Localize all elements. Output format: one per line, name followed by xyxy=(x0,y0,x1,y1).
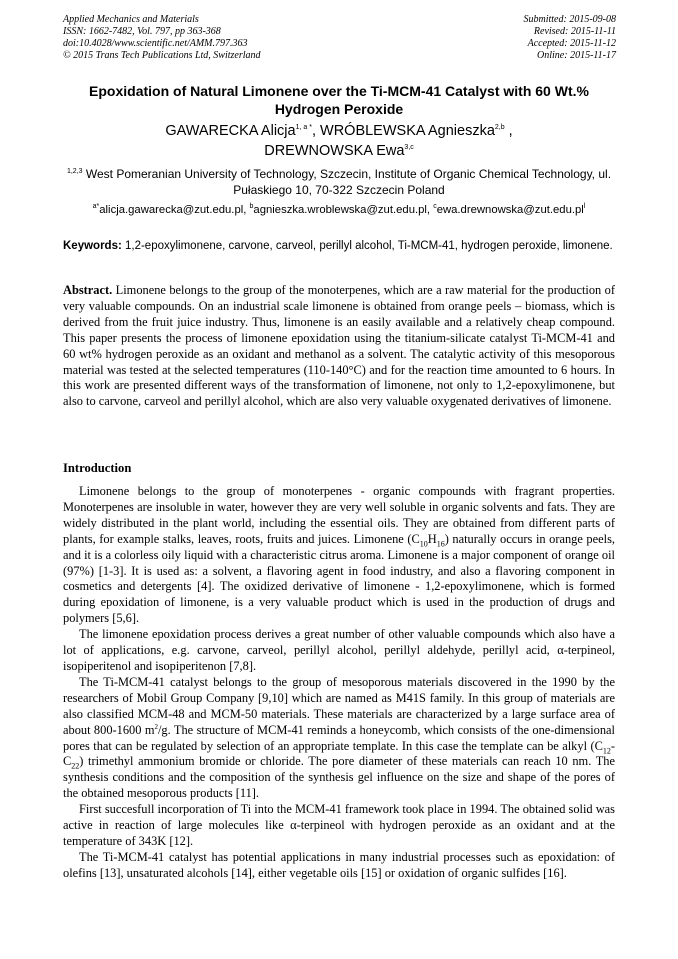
email-superscript: a* xyxy=(92,203,100,211)
paragraph-text: ) trimethyl ammonium bromide or chloride. The pore diameter of these materials can reach 10 nm. The synthesis conditions and the composition of the synthesis gel influence on the size and shape of the pores of the obtained mesoporous products [11]. xyxy=(63,754,615,801)
intro-paragraph: First succesfull incorporation of Ti into the MCM-41 framework took place in 1994. The obtained solid was active in reaction of large molecules like α-terpineol with hydrogen peroxide as an oxidant and at the temperature of 343K [12]. xyxy=(63,802,615,848)
author-name: WRÓBLEWSKA Agnieszka xyxy=(320,123,495,139)
unit-superscript: 2 xyxy=(154,722,158,731)
abstract xyxy=(63,283,615,410)
intro-paragraph: The limonene epoxidation process derives a great number of other valuable compounds which also have a lot of applications, e.g. carvone, carveol, perillyl alcohol, perillyl aldehyde, perillyl acid, α-terpineol, isopiperitenol and isopiperitenon [7,8]. xyxy=(63,627,615,673)
submitted-date: Submitted: 2015-09-08 xyxy=(523,14,616,25)
issn-line: ISSN: 1662-7482, Vol. 797, pp 363-368 xyxy=(63,26,221,37)
intro-paragraph xyxy=(63,484,615,627)
abstract-label: Abstract. xyxy=(63,283,113,297)
author-name: GAWARECKA Alicja xyxy=(165,123,296,139)
email-address[interactable]: agnieszka.wroblewska@zut.edu.pl, xyxy=(253,204,434,216)
formula-text: H xyxy=(427,531,437,546)
abstract-text: Limonene belongs to the group of the monoterpenes, which are a raw material for the production of very valuable compounds. On an industrial scale limonene is obtained from orange peels – biomass, which is derived from the fruit juice industry. Thus, limonene is an easily available and a relatively cheap compound. This paper presents the process of limonene epoxidation using the titanium-silicate catalyst Ti-MCM-41 and 60 wt% hydrogen peroxide as an oxidant and methanol as a solvent. The catalytic activity of this mesoporous material was tested at the selected temperatures (110-140°C) and for the reaction time amounted to 6 hours. In this work are presented different ways of the transformation of limonene, not only to 1,2-epoxylimonene, but also to carvone, carveol and perillyl alcohol, which are also very valuable oxygenated derivatives of limonene. xyxy=(63,283,615,409)
email-superscript: c xyxy=(433,203,437,211)
formula-subscript: 22 xyxy=(71,761,80,771)
formula-subscript: 12 xyxy=(602,745,611,755)
author-superscript: 2,b xyxy=(494,124,505,132)
paper-title: Epoxidation of Natural Limonene over the Ti-MCM-41 Catalyst with 60 Wt.% Hydrogen Peroxide xyxy=(89,83,589,117)
paragraph-text: /g. The structure of MCM-41 reminds a honeycomb, which consists of the one-dimensional pores that can be regulated by selection of an appropriate template. In this case the template can be alkyl (C xyxy=(63,722,616,753)
paragraph-text: ) naturally occurs in orange peels, and it is a colorless oily liquid with a characteristic citrus aroma. Limonene is a major component of orange oil (97%) [1-3]. It is used as: a solvent, a flavoring agent in food industry, and also a flavoring component in cosmetics and detergents [4]. The oxidized derivative of limonene - 1,2-epoxylimonene, which is formed during epoxidation of limonene, is a very valuable product which is used in the production of drugs and polymers [5,6]. xyxy=(63,531,615,626)
keywords-label: Keywords: xyxy=(63,240,122,252)
author-name: DREWNOWSKA Ewa xyxy=(264,143,405,159)
accepted-date: Accepted: 2015-11-12 xyxy=(527,38,616,49)
journal-info xyxy=(63,14,261,62)
formula-subscript: 16 xyxy=(436,539,445,549)
journal-name: Applied Mechanics and Materials xyxy=(63,14,199,25)
affiliation xyxy=(63,166,615,198)
keywords xyxy=(63,239,615,254)
paragraph-text: Limonene belongs to the group of monoterpenes - organic compounds with fragrant properties. Monoterpenes are insoluble in water, however they are very well soluble in organic solvents and fats. They are widely distributed in the plant world, including the essential oils. They are obtained from different parts of plants, for example stalks, leaves, roots, fruits and juices. Limonene (C xyxy=(63,484,615,546)
section-heading-introduction: Introduction xyxy=(63,461,132,475)
keywords-text: 1,2-epoxylimonene, carvone, carveol, perillyl alcohol, Ti-MCM-41, hydrogen peroxide, limonene. xyxy=(121,240,613,252)
affiliation-text: West Pomeranian University of Technology, Szczecin, Institute of Organic Chemical Technology, ul. Pułaskiego 10, 70-322 Szczecin Poland xyxy=(82,167,612,197)
author-superscript: 3,c xyxy=(404,144,414,152)
copyright-line: © 2015 Trans Tech Publications Ltd, Switzerland xyxy=(63,50,261,61)
intro-paragraph xyxy=(63,675,615,802)
paragraph-text: The Ti-MCM-41 catalyst belongs to the group of mesoporous materials discovered in the 1990 by the researchers of Mobil Group Company [9,10] which are named as M41S family. In this group of materials are also classified MCM-48 and MCM-50 materials. These materials are characterized by a large surface area of about 800-1600 m xyxy=(63,674,615,737)
formula-subscript: 10 xyxy=(419,539,428,549)
author-separator: , xyxy=(504,123,513,139)
email-address[interactable]: alicja.gawarecka@zut.edu.pl, xyxy=(99,204,250,216)
email-address[interactable]: ewa.drewnowska@zut.edu.pl xyxy=(436,204,584,216)
email-superscript: b xyxy=(249,203,254,211)
formula-text: -C xyxy=(63,738,615,769)
revised-date: Revised: 2015-11-11 xyxy=(533,26,616,37)
author-superscript: 1, a * xyxy=(295,124,312,132)
doi-line: doi:10.4028/www.scientific.net/AMM.797.363 xyxy=(63,38,248,49)
email-line xyxy=(63,202,615,218)
introduction-body xyxy=(63,484,615,882)
intro-paragraph: The Ti-MCM-41 catalyst has potential applications in many industrial processes such as epoxidation: of olefins [13], unsaturated alcohols [14], either vegetable oils [15] or oxidation of organic sulfides [16]. xyxy=(63,849,615,880)
email-superscript: l xyxy=(583,203,586,211)
affiliation-superscript: 1,2,3 xyxy=(66,168,83,175)
online-date: Online: 2015-11-17 xyxy=(537,50,616,61)
author-separator: , xyxy=(311,123,321,139)
author-list xyxy=(63,121,615,161)
publication-dates xyxy=(524,14,617,62)
